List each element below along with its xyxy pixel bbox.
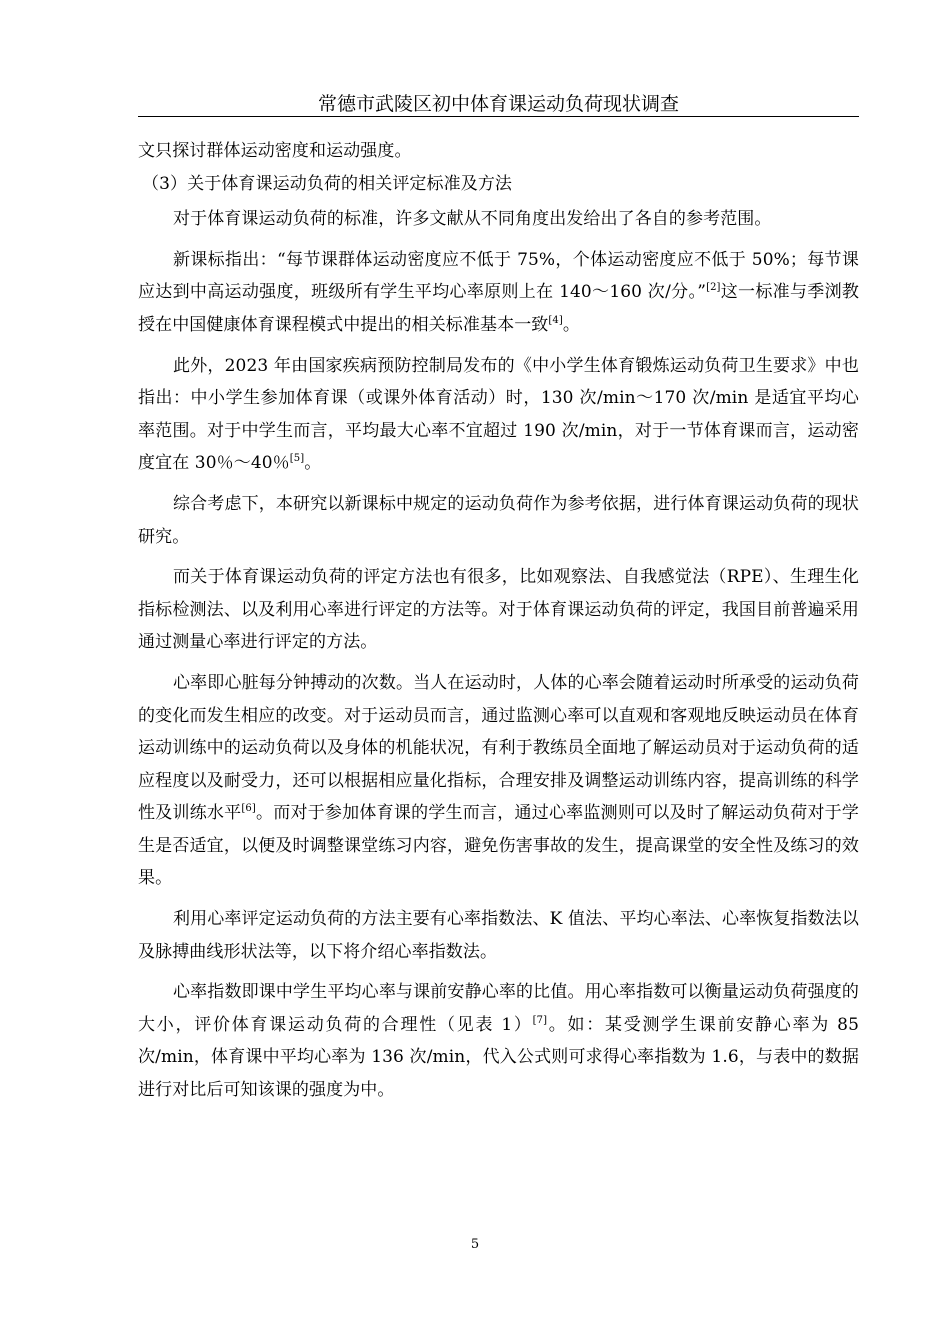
running-header: 常德市武陵区初中体育课运动负荷现状调查 <box>317 93 679 115</box>
paragraph-evaluation-methods: 而关于体育课运动负荷的评定方法也有很多，比如观察法、自我感觉法（RPE）、生理生化指标检测法、以及利用心率进行评定的方法等。对于体育课运动负荷的评定，我国目前普遍采用通过测量心率进行评定的方法。 <box>138 567 859 653</box>
paragraph-research-basis: 综合考虑下，本研究以新课标中规定的运动负荷作为参考依据，进行体育课运动负荷的现状研究。 <box>138 493 859 547</box>
header-rule <box>138 116 859 117</box>
page-number: 5 <box>470 1237 480 1252</box>
paragraph-text: 新课标指出：“每节课群体运动密度应不低于 75%，个体运动密度应不低于 50%；每节课应达到中高运动强度，班级所有学生平均心率原则上在 140～160 次/分。” <box>138 249 859 303</box>
paragraph-text: 此外，2023 年由国家疾病预防控制局发布的《中小学生体育锻炼运动负荷卫生要求》中也指出：中小学生参加体育课（或课外体育活动）时，130 次/min～170 次/min 是适宜平均心率范围。对于中学生而言，平均最大心率不宜超过 190 次/min，对于一节体育课而言，运动密度宜在 30％～40％ <box>138 355 859 474</box>
paragraph-standards-intro: 对于体育课运动负荷的标准，许多文献从不同角度出发给出了各自的参考范围。 <box>173 209 772 230</box>
paragraph-text: 。 <box>304 453 322 474</box>
paragraph-hygiene-requirements <box>138 350 859 480</box>
paragraph-text: 。而对于参加体育课的学生而言，通过心率监测则可以及时了解运动负荷对于学生是否适宜，以便及时调整课堂练习内容，避免伤害事故的发生，提高课堂的安全性及练习的效果。 <box>138 803 860 889</box>
citation-ref: [2] <box>706 282 721 294</box>
paragraph-text: 。如：某受测学生课前安静心率为 85 次/min，体育课中平均心率为 136 次/min，代入公式则可求得心率指数为 1.6，与表中的数据进行对比后可知该课的强度为中。 <box>138 1014 859 1101</box>
paragraph-heart-rate-methods: 利用心率评定运动负荷的方法主要有心率指数法、K 值法、平均心率法、心率恢复指数法以及脉搏曲线形状法等，以下将介绍心率指数法。 <box>138 909 859 962</box>
citation-ref: [6] <box>241 803 256 815</box>
section-heading: （3）关于体育课运动负荷的相关评定标准及方法 <box>142 173 513 194</box>
paragraph-heart-rate-index <box>138 976 859 1106</box>
document-body <box>138 135 859 1107</box>
paragraph-heart-rate <box>138 667 859 895</box>
paragraph-text: 心率即心脏每分钟搏动的次数。当人在运动时，人体的心率会随着运动时所承受的运动负荷的变化而发生相应的改变。对于运动员而言，通过监测心率可以直观和客观地反映运动员在体育运动训练中的运动负荷以及身体的机能状况，有利于教练员全面地了解运动员对于运动负荷的适应程度以及耐受力，还可以根据相应量化指标，合理安排及调整运动训练内容，提高训练的科学性及训练水平 <box>138 672 859 824</box>
paragraph-new-curriculum <box>138 244 859 342</box>
paragraph-text: 。 <box>562 314 580 335</box>
paragraph-text: 这一标准与季浏教授在中国健康体育课程模式中提出的相关标准基本一致 <box>138 282 859 335</box>
citation-ref: [7] <box>532 1014 548 1026</box>
paragraph-text: 心率指数即课中学生平均心率与课前安静心率的比值。用心率指数可以衡量运动负荷强度的大小，评价体育课运动负荷的合理性（见表 1） <box>138 982 859 1035</box>
citation-ref: [4] <box>548 314 563 326</box>
paragraph-continuation: 文只探讨群体运动密度和运动强度。 <box>138 141 412 161</box>
citation-ref: [5] <box>289 453 305 465</box>
